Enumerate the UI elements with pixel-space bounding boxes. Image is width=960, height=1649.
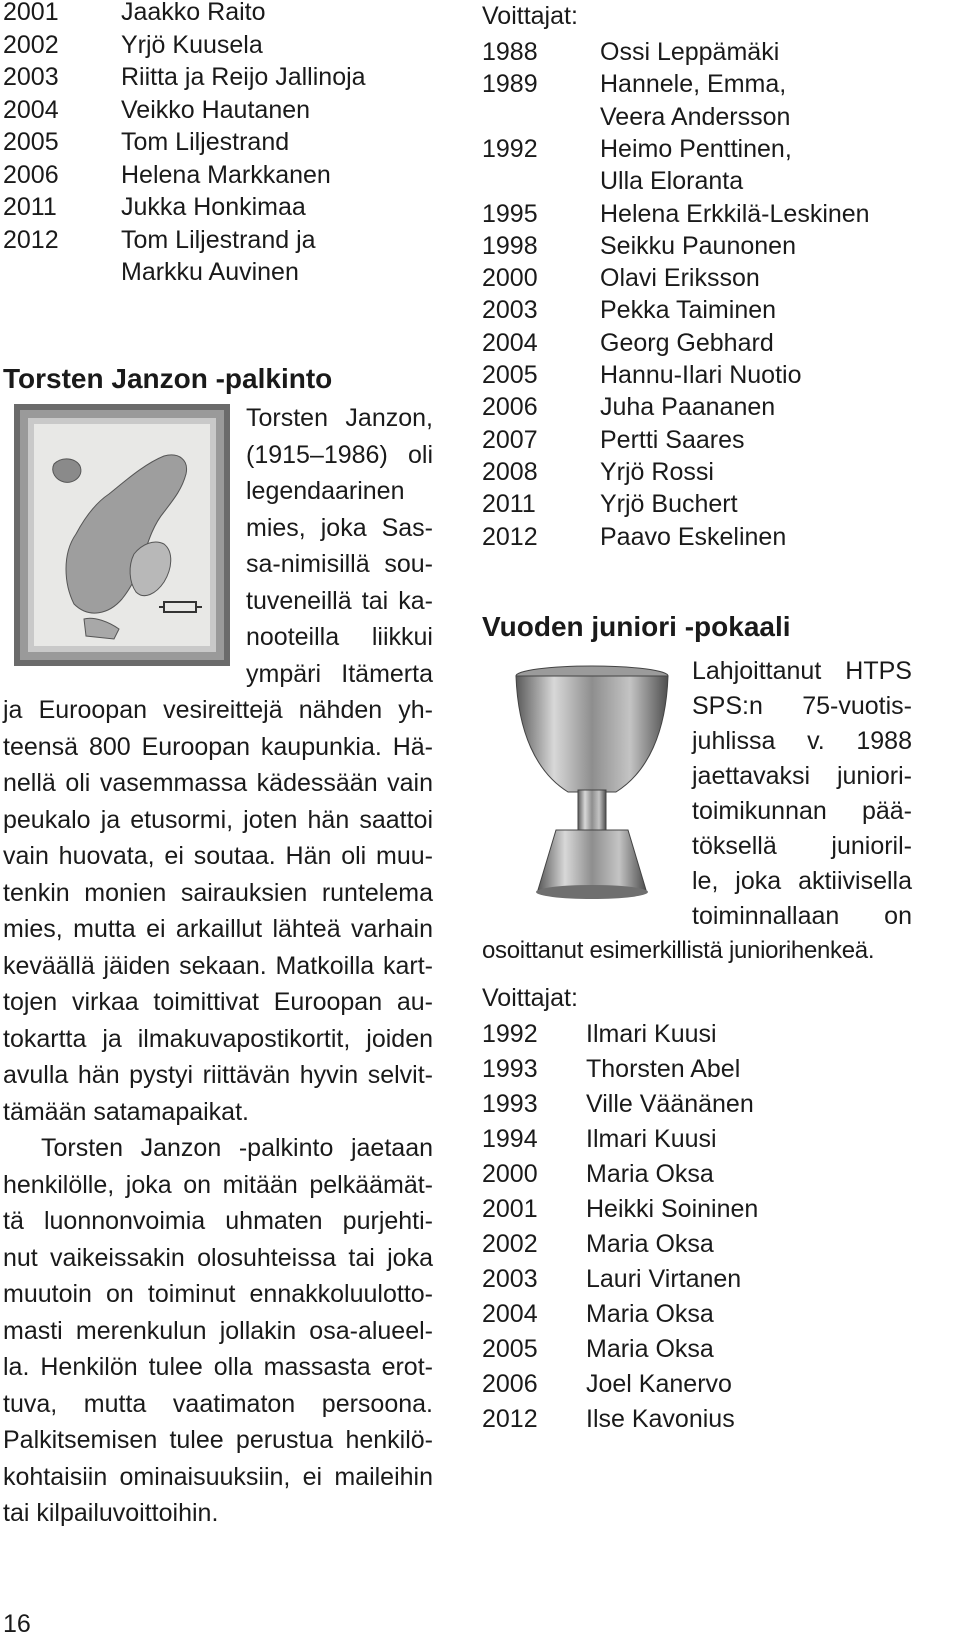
year: 2012 bbox=[482, 1405, 538, 1433]
text-line: la. Henkilön tulee olla massasta erot- bbox=[3, 1353, 433, 1381]
winner-name: Tom Liljestrand bbox=[121, 128, 290, 156]
year: 2002 bbox=[3, 30, 59, 59]
year: 2012 bbox=[3, 225, 59, 254]
year: 2000 bbox=[482, 1160, 538, 1188]
text-line: masti merenkulun jollakin osa-alueel- bbox=[3, 1316, 433, 1345]
winner-name: Maria Oksa bbox=[586, 1160, 714, 1188]
text-line: nellä oli vasemmassa kädessään vain bbox=[3, 769, 433, 797]
year: 1992 bbox=[482, 134, 538, 163]
winner-name: Lauri Virtanen bbox=[586, 1265, 742, 1293]
text-line: muutoin on toiminut ennakkoluulotto- bbox=[3, 1280, 433, 1308]
year: 2005 bbox=[482, 361, 538, 389]
winner-name: Juha Paananen bbox=[600, 393, 776, 422]
winner-name: Joel Kanervo bbox=[586, 1370, 732, 1398]
text-line: SPS:n 75-vuotis- bbox=[692, 692, 912, 720]
text-line: juhlissa v. 1988 bbox=[692, 727, 912, 755]
trophy-illustration bbox=[506, 662, 678, 902]
text-line: Torsten Janzon, bbox=[246, 404, 433, 432]
winners-label: Voittajat: bbox=[482, 2, 578, 30]
text-line: töksellä junioril- bbox=[692, 832, 912, 860]
text-line: jaettavaksi juniori- bbox=[692, 762, 912, 790]
text-line: toimikunnan pää- bbox=[692, 797, 912, 825]
winner-name: Veera Andersson bbox=[600, 102, 791, 131]
year: 2004 bbox=[482, 1300, 538, 1328]
winner-name: Hannu-Ilari Nuotio bbox=[600, 361, 802, 389]
text-line: Torsten Janzon -palkinto jaetaan bbox=[41, 1134, 433, 1162]
winner-name: Ilmari Kuusi bbox=[586, 1020, 717, 1048]
winner-name: Helena Erkkilä-Leskinen bbox=[600, 199, 870, 228]
winner-name: Tom Liljestrand ja bbox=[121, 225, 316, 254]
winner-name: Ville Väänänen bbox=[586, 1090, 754, 1118]
year: 2007 bbox=[482, 425, 538, 454]
year: 2006 bbox=[3, 160, 59, 189]
year: 1995 bbox=[482, 199, 538, 228]
year: 2011 bbox=[3, 193, 57, 221]
text-line: teensä 800 Euroopan kaupunkia. Hä- bbox=[3, 732, 433, 761]
text-line: mies, joka Sas- bbox=[246, 513, 433, 542]
winner-name: Maria Oksa bbox=[586, 1300, 714, 1328]
year: 1992 bbox=[482, 1020, 538, 1048]
winner-name: Ilmari Kuusi bbox=[586, 1125, 717, 1153]
year: 2005 bbox=[482, 1335, 538, 1363]
text-line: Lahjoittanut HTPS bbox=[692, 657, 912, 685]
text-line: peukalo ja etusormi, joten hän saattoi bbox=[3, 805, 433, 834]
trophy-image bbox=[506, 662, 678, 902]
winner-name: Hannele, Emma, bbox=[600, 70, 787, 99]
framed-map-image bbox=[14, 404, 230, 666]
year: 1994 bbox=[482, 1125, 538, 1153]
year: 2012 bbox=[482, 522, 538, 551]
text-line: nut vaikeissakin olosuhteissa tai joka bbox=[3, 1243, 433, 1272]
year: 2005 bbox=[3, 128, 59, 156]
text-line: kohtaisiin ominaisuuksiin, ei maileihin bbox=[3, 1462, 433, 1491]
text-line: tokartta ja ilmakuvapostikortit, joiden bbox=[3, 1024, 433, 1053]
text-line: vain huovata, ei soutaa. Hän oli muu- bbox=[3, 842, 433, 870]
winner-name: Riitta ja Reijo Jallinoja bbox=[121, 63, 366, 91]
winner-name: Heikki Soininen bbox=[586, 1195, 759, 1223]
year: 2002 bbox=[482, 1230, 538, 1258]
juniori-side-text bbox=[692, 654, 912, 934]
year: 2003 bbox=[482, 296, 538, 325]
text-line: tuva, mutta vaatimaton persoona. bbox=[3, 1389, 433, 1418]
text-line: tä luonnonvoimia uhmaten purjehti- bbox=[3, 1207, 433, 1235]
winner-name: Yrjö Kuusela bbox=[121, 30, 263, 59]
winner-name: Georg Gebhard bbox=[600, 328, 774, 357]
year: 1993 bbox=[482, 1090, 538, 1118]
janzon-side-text bbox=[246, 400, 433, 692]
winner-name: Maria Oksa bbox=[586, 1230, 714, 1258]
winner-name: Heimo Penttinen, bbox=[600, 134, 792, 163]
winner-name: Jaakko Raito bbox=[121, 0, 266, 26]
text-line: toiminnallaan on bbox=[692, 902, 912, 930]
text-line: legendaarinen bbox=[246, 477, 405, 505]
winner-name: Seikku Paunonen bbox=[600, 231, 796, 260]
winner-name: Yrjö Buchert bbox=[600, 490, 738, 519]
winner-name: Pekka Taiminen bbox=[600, 296, 777, 325]
winner-name: Markku Auvinen bbox=[121, 258, 299, 286]
year: 2001 bbox=[3, 0, 59, 26]
year: 1989 bbox=[482, 70, 538, 99]
winner-name: Ilse Kavonius bbox=[586, 1405, 735, 1433]
text-line: Palkitsemisen tulee perustua henkilö- bbox=[3, 1426, 433, 1454]
winner-name: Jukka Honkimaa bbox=[121, 193, 306, 221]
year: 2008 bbox=[482, 457, 538, 486]
winner-name: Helena Markkanen bbox=[121, 160, 331, 189]
winner-name: Yrjö Rossi bbox=[600, 457, 714, 486]
text-line: avulla hän pystyi riittävän hyvin selvit- bbox=[3, 1061, 433, 1089]
janzon-heading: Torsten Janzon -palkinto bbox=[3, 363, 333, 394]
juniori-winners-label: Voittajat: bbox=[482, 984, 578, 1012]
text-line: le, joka aktiivisella bbox=[692, 867, 912, 895]
text-line: henkilölle, joka on mitään pelkäämät- bbox=[3, 1170, 433, 1199]
juniori-heading: Vuoden juniori -pokaali bbox=[482, 611, 791, 642]
text-line: ympäri Itämerta bbox=[246, 659, 433, 688]
juniori-full-line: osoittanut esimerkillistä juniorihenkeä. bbox=[482, 937, 875, 964]
winner-name: Ossi Leppämäki bbox=[600, 38, 780, 66]
year: 1993 bbox=[482, 1055, 538, 1083]
winner-name: Thorsten Abel bbox=[586, 1055, 741, 1083]
text-line: mies, mutta ei arkaillut lähteä varhain bbox=[3, 915, 433, 943]
winner-name: Pertti Saares bbox=[600, 425, 745, 454]
janzon-body-text bbox=[3, 692, 433, 1532]
page-number: 16 bbox=[3, 1610, 31, 1638]
text-line: tuveneillä tai ka- bbox=[246, 586, 433, 615]
year: 2000 bbox=[482, 264, 538, 293]
year: 2006 bbox=[482, 393, 538, 422]
winner-name: Ulla Eloranta bbox=[600, 167, 744, 196]
text-line: ja Euroopan vesireittejä nähden yh- bbox=[3, 696, 433, 724]
year: 1998 bbox=[482, 231, 538, 260]
winner-name: Maria Oksa bbox=[586, 1335, 714, 1363]
text-line: (1915–1986) oli bbox=[246, 440, 433, 469]
year: 1988 bbox=[482, 38, 538, 66]
winner-name: Olavi Eriksson bbox=[600, 264, 760, 293]
winner-name: Veikko Hautanen bbox=[121, 95, 311, 124]
text-line: tojen virkaa toimittivat Euroopan au- bbox=[3, 988, 433, 1016]
text-line: sa-nimisillä sou- bbox=[246, 550, 433, 578]
winner-name: Paavo Eskelinen bbox=[600, 522, 787, 551]
year: 2003 bbox=[3, 63, 59, 91]
text-line: tenkin monien sairauksien runtelema bbox=[3, 878, 433, 907]
text-line: tämään satamapaikat. bbox=[3, 1097, 249, 1126]
map-illustration bbox=[14, 404, 230, 666]
year: 2011 bbox=[482, 490, 536, 519]
year: 2001 bbox=[482, 1195, 538, 1223]
text-line: tai kilpailuvoittoihin. bbox=[3, 1499, 219, 1527]
year: 2006 bbox=[482, 1370, 538, 1398]
text-line: nooteilla liikkui bbox=[246, 623, 433, 651]
year: 2003 bbox=[482, 1265, 538, 1293]
text-line: keväällä jäiden sekaan. Matkoilla kart- bbox=[3, 951, 433, 980]
year: 2004 bbox=[482, 328, 538, 357]
year: 2004 bbox=[3, 95, 59, 124]
